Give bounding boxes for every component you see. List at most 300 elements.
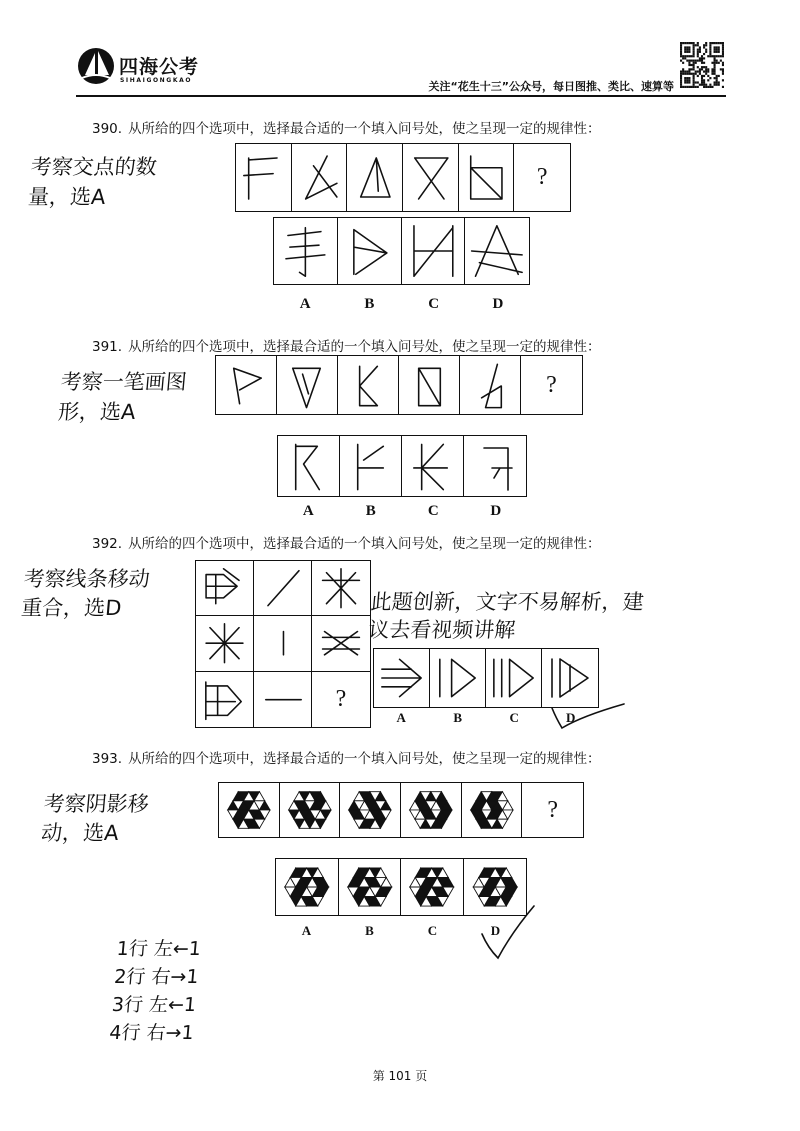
qr-module <box>686 42 688 44</box>
row-rule: 4行 右→1 <box>108 1022 195 1044</box>
qr-module <box>684 49 686 51</box>
qr-module <box>680 75 682 77</box>
q392-figure-2 <box>254 561 312 616</box>
line-figure <box>277 356 337 414</box>
figure-strokes <box>440 659 475 696</box>
qr-module <box>684 42 686 44</box>
qr-module <box>686 46 688 48</box>
qr-module <box>690 73 692 75</box>
q393-figure-5 <box>462 783 523 837</box>
line-figure <box>312 616 370 670</box>
qr-module <box>707 68 709 70</box>
page-number: 第 101 页 <box>372 1069 428 1083</box>
qr-module <box>709 53 711 55</box>
qr-module <box>693 68 695 70</box>
line-figure <box>338 218 401 284</box>
note-line: 重合，选D <box>20 596 123 620</box>
figure-strokes <box>354 230 387 275</box>
question-mark: ? <box>547 796 558 823</box>
qr-module <box>701 66 703 68</box>
qr-module <box>680 73 682 75</box>
qr-module <box>722 70 724 72</box>
qr-module <box>680 70 682 72</box>
qr-module <box>716 51 718 53</box>
qr-module <box>693 81 695 83</box>
qr-module <box>705 66 707 68</box>
note-line: 议去看视频讲解 <box>367 618 517 642</box>
qr-module <box>720 42 722 44</box>
qr-module <box>701 55 703 57</box>
q393-option-a-figure <box>276 859 339 915</box>
qr-module <box>703 62 705 64</box>
qr-module <box>693 60 695 62</box>
qr-module <box>688 51 690 53</box>
q393-figure-2 <box>280 783 341 837</box>
q392-figure-1 <box>196 561 254 616</box>
qr-module <box>688 77 690 79</box>
qr-module <box>718 55 720 57</box>
q390-options-row <box>273 217 530 285</box>
qr-module <box>690 86 692 88</box>
q390-option-a-figure <box>274 218 338 284</box>
qr-module <box>697 75 699 77</box>
qr-module <box>701 75 703 77</box>
qr-module <box>722 49 724 51</box>
qr-module <box>709 55 711 57</box>
hexagon-figure <box>219 783 279 837</box>
qr-module <box>697 86 699 88</box>
qr-module <box>718 42 720 44</box>
figure-strokes <box>305 156 336 199</box>
qr-module <box>703 46 705 48</box>
qr-module <box>699 84 701 86</box>
q393-question-row <box>218 782 584 838</box>
q391-prompt <box>92 335 601 355</box>
qr-module <box>716 84 718 86</box>
qr-module <box>714 81 716 83</box>
figure-strokes <box>244 158 277 199</box>
figure-strokes <box>484 448 512 490</box>
qr-module <box>714 42 716 44</box>
qr-module <box>711 55 713 57</box>
line-figure <box>274 218 337 284</box>
q392-option-c-figure <box>486 649 542 707</box>
q392-handwritten-note <box>20 565 151 623</box>
option-label-c: C <box>428 296 440 312</box>
qr-module <box>695 44 697 46</box>
figure-strokes <box>494 659 533 696</box>
q390-figure-unknown <box>514 144 570 211</box>
qr-module <box>688 68 690 70</box>
question-mark: ? <box>335 685 347 712</box>
qr-module <box>705 73 707 75</box>
q393-option-b-figure <box>339 859 402 915</box>
qr-module <box>720 60 722 62</box>
qr-module <box>697 51 699 53</box>
qr-module <box>709 46 711 48</box>
line-figure <box>340 436 401 496</box>
q393-row-rules <box>108 935 202 1047</box>
qr-module <box>701 62 703 64</box>
figure-strokes <box>286 228 325 277</box>
option-label-d: D <box>490 923 501 938</box>
qr-module <box>697 49 699 51</box>
qr-module <box>701 68 703 70</box>
qr-module <box>703 70 705 72</box>
qr-module <box>722 86 724 88</box>
qr-module <box>680 77 682 79</box>
row-rule: 1行 左←1 <box>115 938 202 960</box>
qr-module <box>680 44 682 46</box>
option-label-a: A <box>302 503 314 519</box>
q391-options-row <box>277 435 527 497</box>
qr-module <box>716 42 718 44</box>
q392-extra-note <box>367 588 645 644</box>
question-mark: ? <box>546 371 557 398</box>
qr-module <box>716 46 718 48</box>
qr-module <box>690 60 692 62</box>
qr-module <box>703 86 705 88</box>
q393-number: 393. <box>92 751 123 767</box>
q392-figure-6 <box>312 616 370 671</box>
qr-module <box>699 68 701 70</box>
qr-module <box>714 66 716 68</box>
line-figure <box>430 649 485 707</box>
hexagon-figure <box>280 783 340 837</box>
option-label-d: D <box>490 503 502 519</box>
line-figure <box>216 356 276 414</box>
qr-module <box>690 64 692 66</box>
qr-module <box>714 49 716 51</box>
line-figure <box>374 649 429 707</box>
qr-module <box>722 79 724 81</box>
line-figure <box>464 436 526 496</box>
figure-strokes <box>419 368 441 405</box>
qr-module <box>684 79 686 81</box>
qr-module <box>682 68 684 70</box>
logo-name: 四海公考 <box>119 56 200 78</box>
qr-module <box>699 46 701 48</box>
qr-module <box>705 42 707 44</box>
qr-module <box>701 77 703 79</box>
qr-module <box>682 73 684 75</box>
figure-strokes <box>323 569 360 608</box>
qr-module <box>682 57 684 59</box>
qr-module <box>693 53 695 55</box>
qr-module <box>714 55 716 57</box>
qr-module <box>684 57 686 59</box>
qr-module <box>711 70 713 72</box>
note-line: 此题创新，文字不易解析，建 <box>369 590 645 614</box>
qr-module <box>709 42 711 44</box>
q390-option-b-figure <box>338 218 402 284</box>
q390-figure-2 <box>292 144 348 211</box>
qr-module <box>697 60 699 62</box>
qr-module <box>684 77 686 79</box>
line-figure <box>460 356 520 414</box>
q390-figure-3 <box>347 144 403 211</box>
qr-module <box>709 84 711 86</box>
qr-module <box>693 86 695 88</box>
q390-figure-5 <box>459 144 515 211</box>
line-figure <box>292 144 347 211</box>
qr-module <box>722 73 724 75</box>
figure-strokes <box>472 226 522 276</box>
q391-number: 391. <box>92 339 123 355</box>
figure-strokes <box>552 659 588 697</box>
q391-option-b-figure <box>340 436 402 496</box>
qr-module <box>680 86 682 88</box>
qr-module <box>688 64 690 66</box>
qr-module <box>699 70 701 72</box>
qr-module <box>716 49 718 51</box>
option-label-a: A <box>301 923 312 938</box>
hexagon-figure <box>340 783 400 837</box>
q390-figure-4 <box>403 144 459 211</box>
qr-module <box>711 68 713 70</box>
q392-figure-3 <box>312 561 370 616</box>
figure-strokes <box>234 368 262 403</box>
qr-module <box>718 84 720 86</box>
qr-module <box>714 68 716 70</box>
figure-strokes <box>482 364 502 407</box>
note-line: 考察交点的数 <box>29 155 158 179</box>
qr-module <box>684 81 686 83</box>
qr-module <box>722 44 724 46</box>
qr-module <box>690 68 692 70</box>
qr-module <box>688 55 690 57</box>
qr-module <box>697 44 699 46</box>
option-label-b: B <box>365 503 376 519</box>
q393-figure-3 <box>340 783 401 837</box>
qr-module <box>714 57 716 59</box>
qr-module <box>703 84 705 86</box>
qr-module <box>714 62 716 64</box>
qr-module <box>718 46 720 48</box>
qr-module <box>709 49 711 51</box>
qr-module <box>682 70 684 72</box>
q393-figure-unknown <box>522 783 583 837</box>
qr-module <box>690 55 692 57</box>
qr-module <box>688 49 690 51</box>
q391-figure-1 <box>216 356 277 414</box>
qr-module <box>688 70 690 72</box>
qr-module <box>716 75 718 77</box>
qr-module <box>714 60 716 62</box>
q391-prompt-text: 从所给的四个选项中，选择最合适的一个填入问号处，使之呈现一定的规律性： <box>128 339 601 355</box>
qr-module <box>701 81 703 83</box>
qr-module <box>686 55 688 57</box>
line-figure <box>402 436 463 496</box>
qr-module <box>705 49 707 51</box>
qr-module <box>695 86 697 88</box>
option-label-c: C <box>427 923 438 938</box>
qr-module <box>695 60 697 62</box>
option-label-d: D <box>566 710 576 725</box>
qr-module <box>682 42 684 44</box>
qr-module <box>682 62 684 64</box>
qr-module <box>703 53 705 55</box>
q393-prompt-text: 从所给的四个选项中，选择最合适的一个填入问号处，使之呈现一定的规律性： <box>128 751 601 767</box>
qr-module <box>703 66 705 68</box>
qr-module <box>695 81 697 83</box>
qr-module <box>703 57 705 59</box>
q392-figure-5 <box>254 616 312 671</box>
line-figure <box>254 616 311 670</box>
qr-module <box>693 84 695 86</box>
q393-option-c-figure <box>401 859 464 915</box>
q390-option-c-figure <box>402 218 466 284</box>
qr-module <box>680 55 682 57</box>
figure-strokes <box>382 659 421 696</box>
option-label-b: B <box>453 710 463 725</box>
q393-figure-1 <box>219 783 280 837</box>
qr-module <box>714 64 716 66</box>
q391-figure-4 <box>399 356 460 414</box>
qr-module <box>709 51 711 53</box>
note-line: 量，选A <box>27 185 107 209</box>
qr-module <box>705 51 707 53</box>
qr-module <box>699 60 701 62</box>
qr-module <box>697 66 699 68</box>
hexagon-figure <box>401 859 463 915</box>
qr-module <box>680 49 682 51</box>
qr-module <box>716 81 718 83</box>
line-figure <box>347 144 402 211</box>
qr-module <box>705 84 707 86</box>
qr-module <box>693 46 695 48</box>
figure-strokes <box>360 366 378 405</box>
qr-module <box>707 75 709 77</box>
qr-module <box>705 68 707 70</box>
qr-module <box>688 62 690 64</box>
qr-module <box>718 49 720 51</box>
q391-figure-3 <box>338 356 399 414</box>
qr-module <box>693 77 695 79</box>
q391-question-row <box>215 355 583 415</box>
q392-number: 392. <box>92 536 123 552</box>
check-stroke <box>552 704 624 728</box>
option-label-c: C <box>509 710 519 725</box>
line-figure <box>236 144 291 211</box>
line-figure <box>254 561 311 615</box>
header-divider <box>76 95 726 97</box>
qr-module <box>693 55 695 57</box>
qr-module <box>680 42 682 44</box>
qr-module <box>680 46 682 48</box>
qr-module <box>686 51 688 53</box>
note-line: 动，选A <box>40 821 120 845</box>
qr-module <box>716 79 718 81</box>
qr-module <box>680 81 682 83</box>
q390-figure-1 <box>236 144 292 211</box>
qr-module <box>680 60 682 62</box>
qr-module <box>716 62 718 64</box>
qr-module <box>722 53 724 55</box>
q393-handwritten-note <box>40 790 150 848</box>
qr-module <box>718 51 720 53</box>
qr-module <box>686 60 688 62</box>
q393-figure-4 <box>401 783 462 837</box>
qr-module <box>707 70 709 72</box>
check-mark-icon <box>478 902 540 962</box>
qr-module <box>693 64 695 66</box>
q391-figure-5 <box>460 356 521 414</box>
figure-strokes <box>206 624 243 663</box>
qr-module <box>697 55 699 57</box>
line-figure <box>399 356 459 414</box>
figure-strokes <box>293 368 321 407</box>
qr-module <box>705 70 707 72</box>
qr-module <box>695 62 697 64</box>
line-figure <box>459 144 514 211</box>
qr-module <box>680 53 682 55</box>
option-label-a: A <box>299 296 311 312</box>
figure-strokes <box>414 444 447 489</box>
qr-module <box>684 73 686 75</box>
figure-strokes <box>358 444 384 489</box>
q392-figure-unknown <box>312 672 370 727</box>
q391-option-d-figure <box>464 436 526 496</box>
qr-module <box>709 86 711 88</box>
qr-module <box>693 79 695 81</box>
qr-module <box>718 81 720 83</box>
q392-prompt-text: 从所给的四个选项中，选择最合适的一个填入问号处，使之呈现一定的规律性： <box>128 536 601 552</box>
qr-module <box>718 62 720 64</box>
qr-module <box>682 55 684 57</box>
qr-module <box>693 73 695 75</box>
qr-module <box>716 60 718 62</box>
q390-option-d-figure <box>465 218 529 284</box>
check-stroke <box>482 906 534 958</box>
figure-strokes <box>413 226 452 276</box>
qr-module <box>697 42 699 44</box>
qr-module <box>707 79 709 81</box>
qr-module <box>714 84 716 86</box>
hexagon-figure <box>276 859 338 915</box>
note-line: 考察阴影移 <box>42 792 150 816</box>
line-figure <box>278 436 339 496</box>
line-figure <box>196 561 253 615</box>
qr-module <box>686 49 688 51</box>
qr-module <box>693 44 695 46</box>
qr-module <box>701 84 703 86</box>
q390-number: 390. <box>92 121 123 137</box>
figure-strokes <box>323 632 360 655</box>
option-label-b: B <box>365 923 374 938</box>
qr-module <box>680 84 682 86</box>
figure-strokes <box>296 444 320 489</box>
row-rule: 2行 右→1 <box>113 966 200 988</box>
qr-module <box>722 68 724 70</box>
qr-module <box>711 62 713 64</box>
qr-module <box>688 86 690 88</box>
figure-strokes <box>415 158 448 199</box>
q391-figure-2 <box>277 356 338 414</box>
hexagon-figure <box>339 859 401 915</box>
question-mark: ? <box>536 164 548 190</box>
qr-module <box>684 55 686 57</box>
qr-module <box>693 75 695 77</box>
qr-module <box>709 77 711 79</box>
qr-module <box>714 73 716 75</box>
q390-option-labels <box>273 296 530 313</box>
qr-module <box>697 81 699 83</box>
qr-module <box>699 51 701 53</box>
qr-module <box>684 46 686 48</box>
line-figure <box>402 218 465 284</box>
qr-module <box>709 44 711 46</box>
